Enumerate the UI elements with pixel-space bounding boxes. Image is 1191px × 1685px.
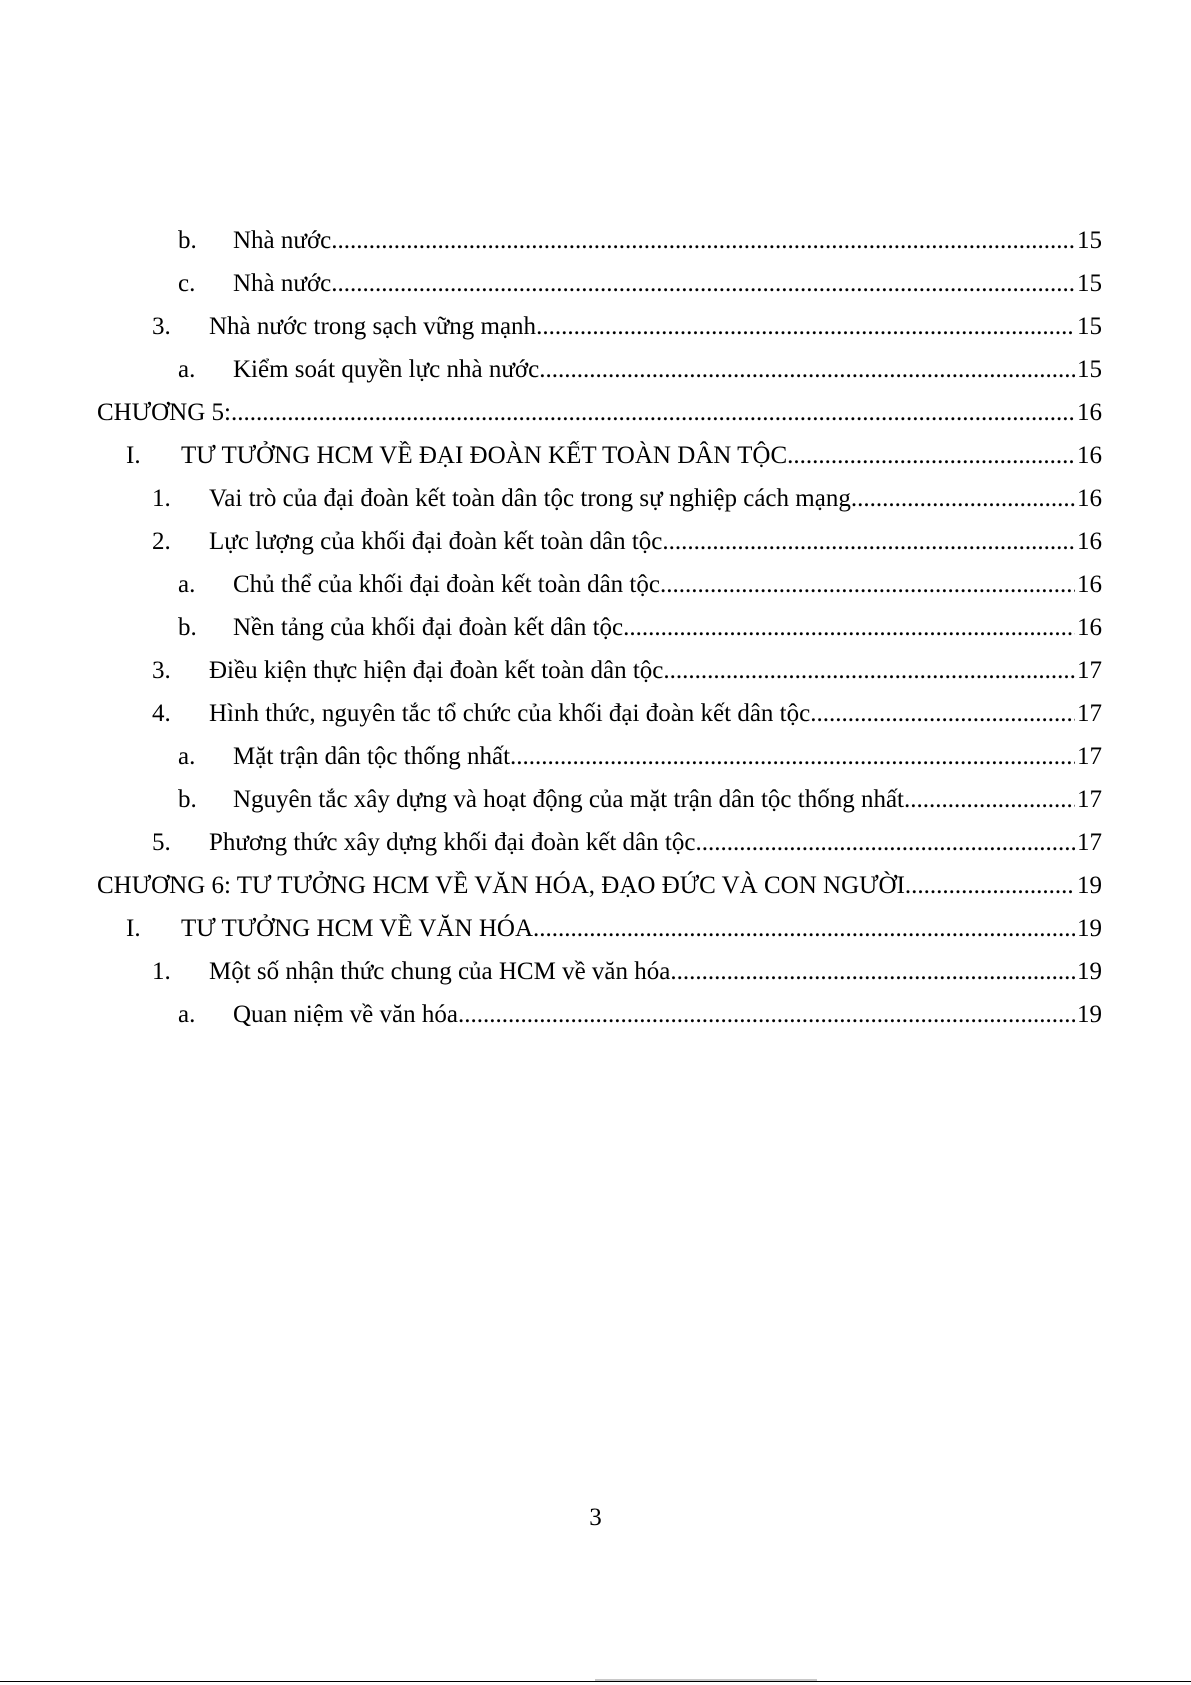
toc-entry[interactable] [97, 613, 1102, 656]
toc-entry-page: 16 [1077, 399, 1102, 426]
toc-dot-leader [231, 398, 1075, 428]
toc-entry[interactable] [97, 1000, 1102, 1043]
toc-chapter-entry[interactable] [97, 398, 1102, 441]
footer-divider [0, 1681, 1191, 1682]
toc-entry-page: 17 [1077, 829, 1102, 856]
toc-dot-leader [695, 828, 1075, 858]
toc-entry-page: 15 [1077, 270, 1102, 297]
toc-dot-leader [331, 226, 1075, 256]
toc-entry[interactable] [97, 785, 1102, 828]
toc-entry-title: Phương thức xây dựng khối đại đoàn kết dân tộc [209, 829, 696, 856]
toc-dot-leader [458, 1000, 1075, 1030]
toc-entry-page: 16 [1077, 485, 1102, 512]
toc-entry[interactable] [97, 656, 1102, 699]
toc-entry-title: Nhà nước [233, 270, 332, 297]
toc-entry-number: b. [178, 786, 197, 813]
toc-entry[interactable] [97, 441, 1102, 484]
toc-entry-number: 2. [152, 528, 171, 555]
toc-dot-leader [905, 871, 1075, 901]
toc-entry[interactable] [97, 226, 1102, 269]
toc-entry-number: a. [178, 1001, 196, 1028]
toc-entry-title: TƯ TƯỞNG HCM VỀ VĂN HÓA [181, 915, 534, 942]
toc-dot-leader [660, 570, 1075, 600]
toc-entry-title: Nhà nước [233, 227, 332, 254]
toc-entry-number: 1. [152, 485, 171, 512]
toc-entry-title: Kiểm soát quyền lực nhà nước [233, 356, 540, 383]
toc-entry-number: b. [178, 614, 197, 641]
toc-entry-page: 16 [1077, 528, 1102, 555]
toc-entry-title: CHƯƠNG 6: TƯ TƯỞNG HCM VỀ VĂN HÓA, ĐẠO ĐỨC VÀ CON NGƯỜI [97, 872, 905, 899]
toc-dot-leader [662, 527, 1075, 557]
toc-entry-title: CHƯƠNG 5: [97, 399, 231, 426]
toc-entry-page: 17 [1077, 657, 1102, 684]
toc-entry-title: Lực lượng của khối đại đoàn kết toàn dân tộc [209, 528, 663, 555]
toc-entry-title: Một số nhận thức chung của HCM về văn hóa [209, 958, 671, 985]
toc-entry-page: 17 [1077, 743, 1102, 770]
toc-entry[interactable] [97, 957, 1102, 1000]
toc-entry-page: 16 [1077, 571, 1102, 598]
footer-scrollbar-mark [595, 1679, 817, 1681]
toc-entry[interactable] [97, 570, 1102, 613]
toc-entry-number: 4. [152, 700, 171, 727]
toc-entry-number: 1. [152, 958, 171, 985]
toc-entry[interactable] [97, 742, 1102, 785]
toc-entry-page: 15 [1077, 227, 1102, 254]
toc-entry-number: b. [178, 227, 197, 254]
toc-entry-number: c. [178, 270, 196, 297]
toc-entry-title: Chủ thể của khối đại đoàn kết toàn dân tộc [233, 571, 660, 598]
toc-dot-leader [904, 785, 1075, 815]
toc-chapter-entry[interactable] [97, 871, 1102, 914]
toc-entry[interactable] [97, 914, 1102, 957]
page-number: 3 [589, 1504, 602, 1531]
toc-dot-leader [510, 742, 1075, 772]
toc-entry-page: 19 [1077, 958, 1102, 985]
toc-entry-number: 3. [152, 657, 171, 684]
toc-entry-title: TƯ TƯỞNG HCM VỀ ĐẠI ĐOÀN KẾT TOÀN DÂN TỘC [181, 442, 788, 469]
toc-entry-title: Điều kiện thực hiện đại đoàn kết toàn dân tộc [209, 657, 664, 684]
toc-entry[interactable] [97, 527, 1102, 570]
toc-entry-number: I. [126, 915, 141, 942]
toc-entry-number: a. [178, 356, 196, 383]
toc-dot-leader [663, 656, 1075, 686]
toc-entry[interactable] [97, 484, 1102, 527]
toc-dot-leader [810, 699, 1075, 729]
toc-entry[interactable] [97, 269, 1102, 312]
toc-entry-title: Nền tảng của khối đại đoàn kết dân tộc [233, 614, 624, 641]
toc-entry-number: 5. [152, 829, 171, 856]
toc-dot-leader [787, 441, 1075, 471]
toc-entry-page: 19 [1077, 1001, 1102, 1028]
toc-dot-leader [539, 355, 1075, 385]
toc-dot-leader [623, 613, 1075, 643]
toc-entry-number: a. [178, 743, 196, 770]
toc-dot-leader [331, 269, 1075, 299]
toc-entry-page: 19 [1077, 872, 1102, 899]
toc-entry-title: Quan niệm về văn hóa [233, 1001, 458, 1028]
toc-entry[interactable] [97, 699, 1102, 742]
toc-entry-title: Vai trò của đại đoàn kết toàn dân tộc trong sự nghiệp cách mạng [209, 485, 851, 512]
toc-dot-leader [670, 957, 1075, 987]
toc-entry-title: Hình thức, nguyên tắc tổ chức của khối đại đoàn kết dân tộc [209, 700, 811, 727]
toc-entry[interactable] [97, 355, 1102, 398]
toc-entry[interactable] [97, 312, 1102, 355]
toc-entry-number: 3. [152, 313, 171, 340]
toc-entry-number: I. [126, 442, 141, 469]
toc-dot-leader [533, 914, 1075, 944]
toc-entry-page: 15 [1077, 313, 1102, 340]
toc-entry-page: 17 [1077, 700, 1102, 727]
toc-entry-title: Mặt trận dân tộc thống nhất [233, 743, 511, 770]
toc-entry-page: 16 [1077, 442, 1102, 469]
toc-entry-page: 19 [1077, 915, 1102, 942]
toc-entry-title: Nguyên tắc xây dựng và hoạt động của mặt trận dân tộc thống nhất [233, 786, 904, 813]
toc-entry-page: 17 [1077, 786, 1102, 813]
toc-entry[interactable] [97, 828, 1102, 871]
toc-entry-page: 16 [1077, 614, 1102, 641]
toc-dot-leader [536, 312, 1075, 342]
toc-entry-page: 15 [1077, 356, 1102, 383]
toc-entry-title: Nhà nước trong sạch vững mạnh [209, 313, 537, 340]
toc-entry-number: a. [178, 571, 196, 598]
toc-dot-leader [851, 484, 1075, 514]
table-of-contents [97, 226, 1102, 1043]
